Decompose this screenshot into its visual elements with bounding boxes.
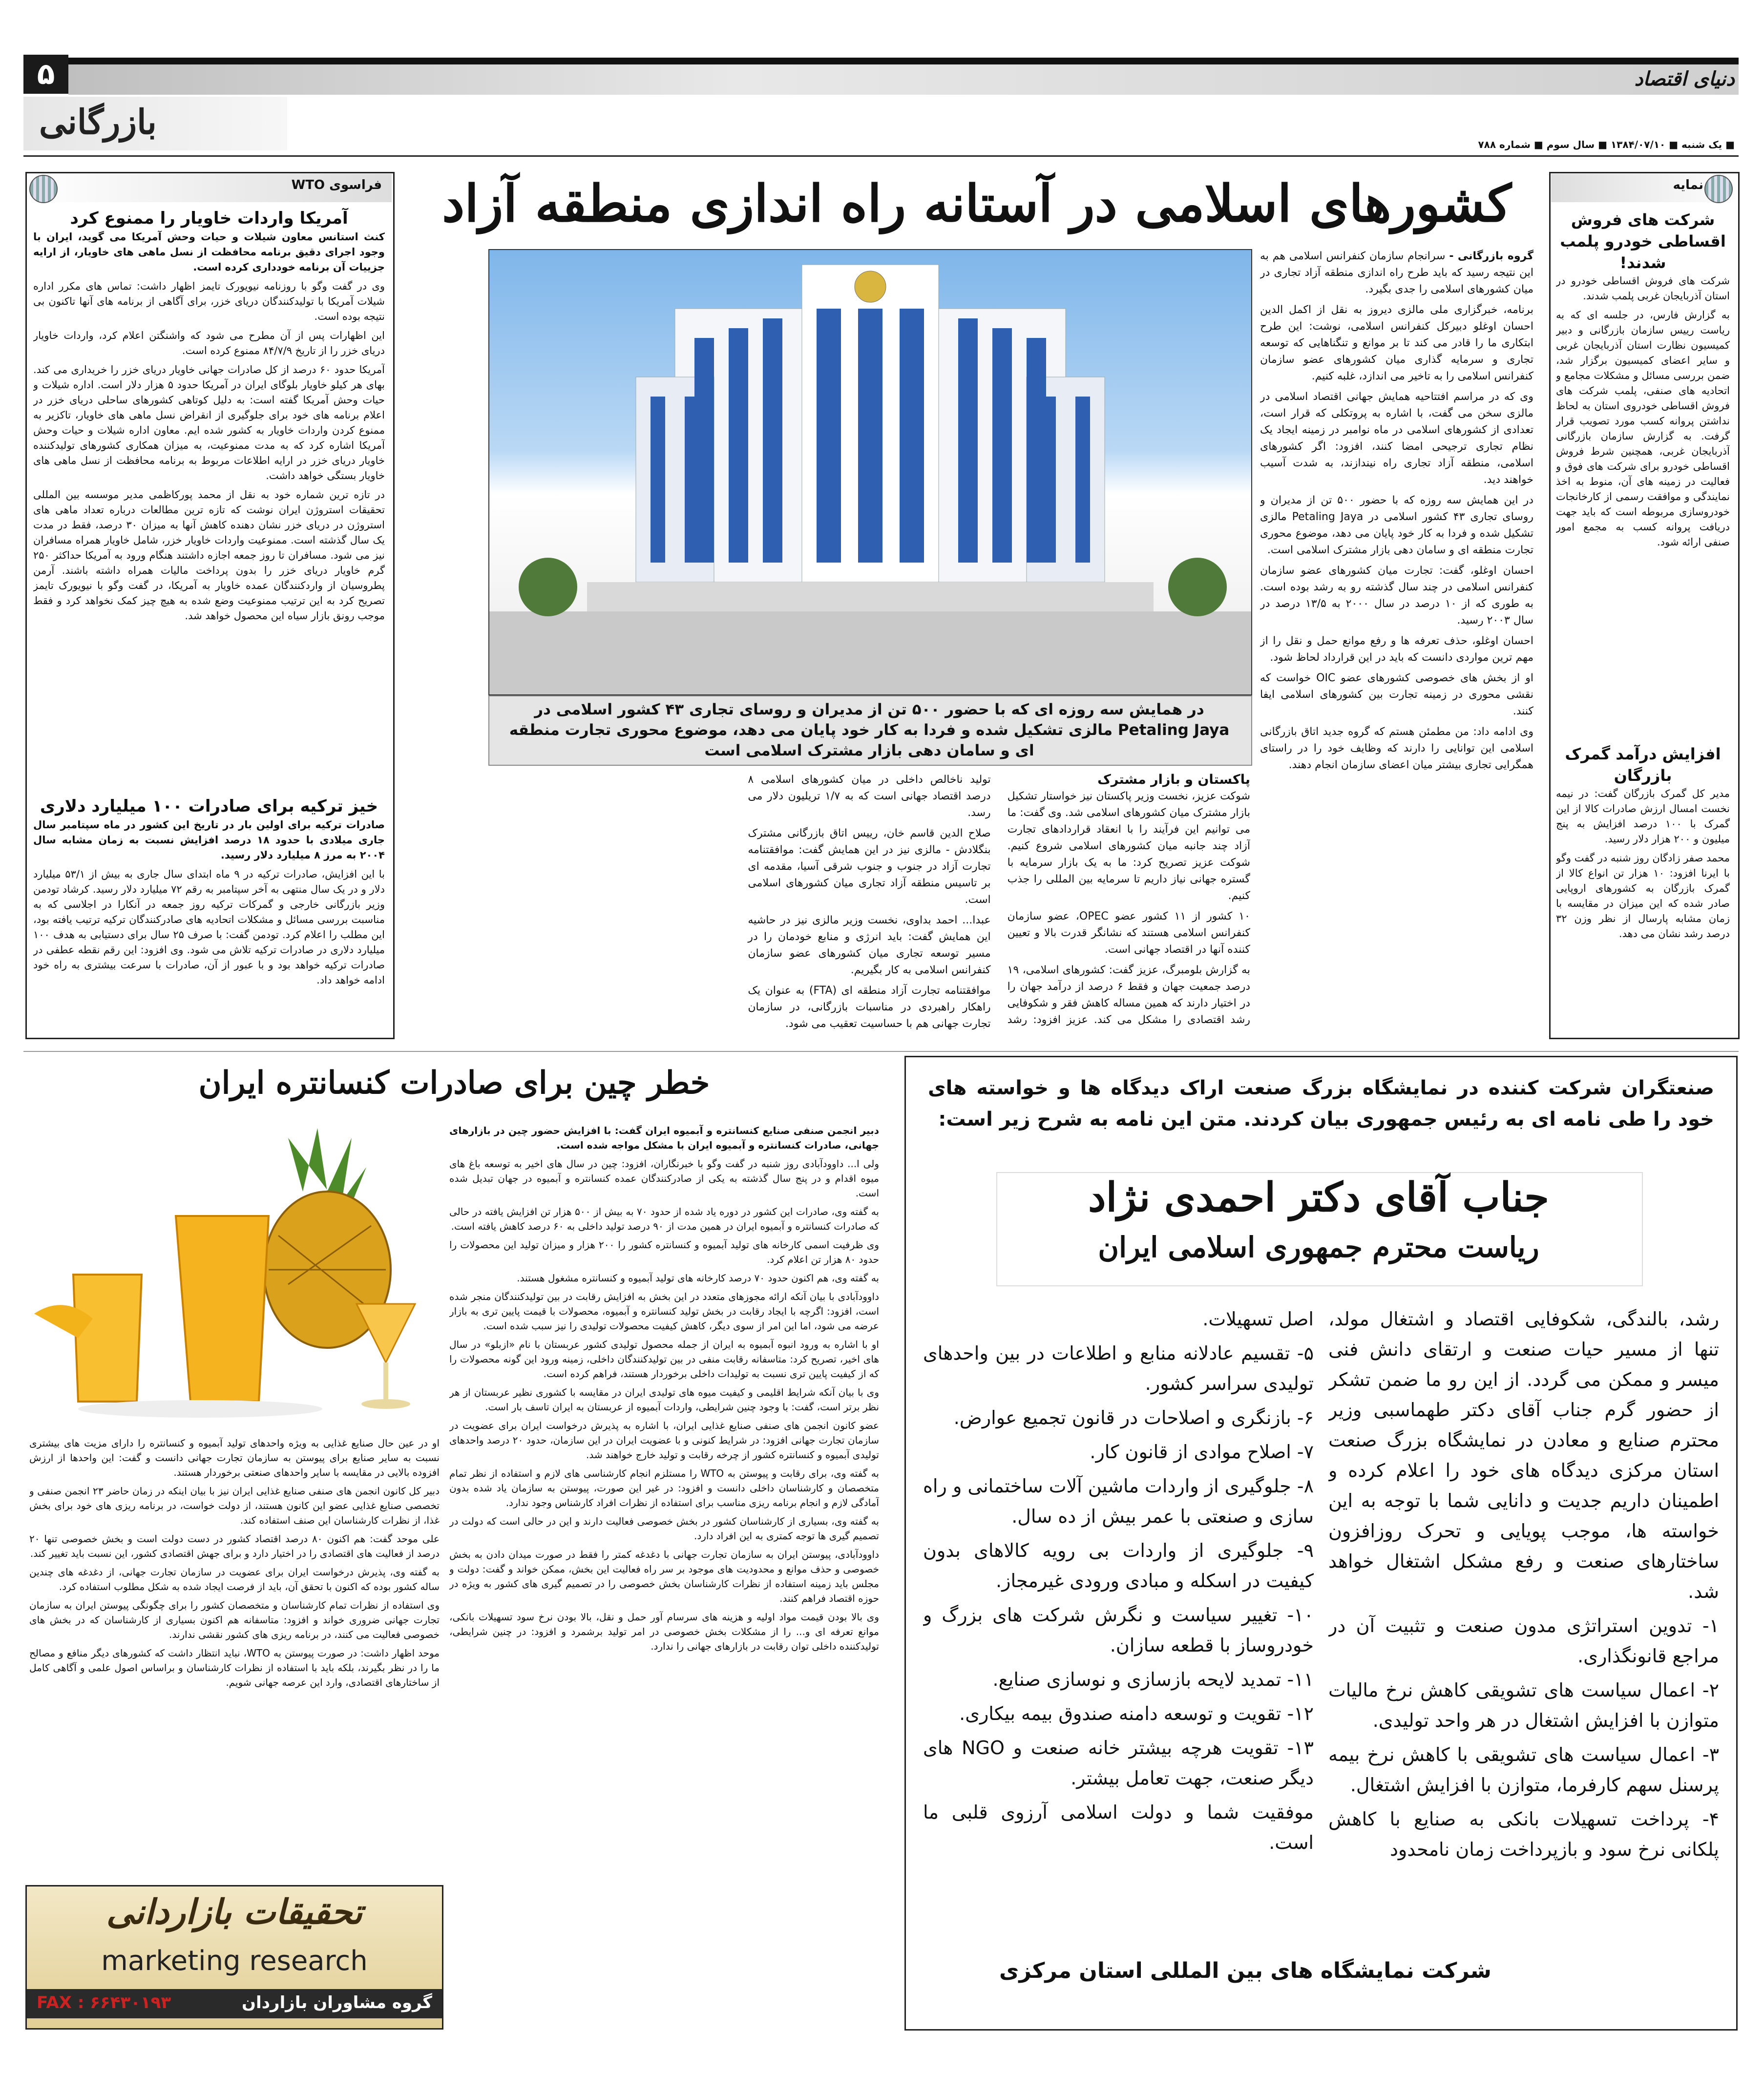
index-tag: نمایه — [1673, 178, 1703, 192]
letter-signature: شرکت نمایشگاه های بین المللی استان مرکزی — [999, 1958, 1491, 1983]
paragraph: این اظهارات پس از آن مطرح می شود که واشنگتن اعلام کرد، واردات خاویار دریای خزر را از تاریخ ۸۴/۷/۹ ممنوع کرده است. — [33, 330, 385, 356]
letter-item: ۷- اصلاح موادی از قانون کار. — [1090, 1441, 1314, 1463]
letter-position: ریاست محترم جمهوری اسلامی ایران — [1098, 1231, 1539, 1264]
letter-col-left — [923, 1304, 1314, 1939]
letter-item: ۱۱- تمدید لایحه بازسازی و نوسازی صنایع. — [992, 1669, 1314, 1690]
wto-story2-lead: صادرات ترکیه برای اولین بار در تاریخ این کشور در ماه سپتامبر سال جاری میلادی با حدود ۱۸ درصد افزایش نسبت به زمان مشابه سال ۲۰۰۴ به مرز ۸ میلیارد دلار رسید. — [33, 819, 385, 861]
paragraph: موافقتنامه تجارت آزاد منطقه ای (FTA) به عنوان یک راهکار راهبردی در مناسبات بازرگانی، در سازمان تجارت جهانی هم با حساسیت تعقیب می شود. — [748, 985, 991, 1030]
letter-item: ۸- جلوگیری از واردات ماشین آلات ساختمانی و راه سازی و صنعتی با عمر بیش از ده سال. — [923, 1475, 1314, 1527]
paragraph: وی ادامه داد: من مطمئن هستم که گروه جدید اتاق بازرگانی اسلامی این توانایی را دارند که وظایف خود را در راستای همگرایی تجاری بیشتر میان اعضای سازمان انجام دهند. — [1260, 726, 1533, 771]
concentrate-lead: دبیر انجمن صنفی صنایع کنسانتره و آبمیوه ایران گفت: با افزایش حضور چین در بازارهای جهانی، صادرات کنسانتره و آبمیوه ایران با مشکل مواجه شده است. — [449, 1125, 879, 1151]
paragraph: احسان اوغلو، گفت: تجارت میان کشورهای عضو سازمان کنفرانس اسلامی در چند سال گذشته رو به رشد بوده است. به طوری که از ۱۰ درصد در سال ۲۰۰۰ به ۱۳/۵ درصد در سال ۲۰۰۳ رسید. — [1260, 565, 1533, 627]
concentrate-col-left — [29, 1436, 440, 1875]
letter-item: ۶- بازنگری و اصلاحات در قانون تجمیع عوارض. — [953, 1407, 1314, 1428]
letter-col-right — [1328, 1304, 1719, 1939]
paragraph: به گفته وی، پذیرش درخواست ایران برای عضویت در سازمان تجارت جهانی، از دغدغه های چندین ساله کشور بوده که اکنون با تحقق آن، باید از فرصت ایجاد شده به شکل مطلوب استفاده کرد. — [29, 1566, 440, 1593]
ad-title: تحقیقات بازاردانی — [106, 1891, 363, 1932]
paragraph: او در عین حال صنایع غذایی به ویژه واحدهای تولید آبمیوه و کنسانتره را دارای مزیت های بیشتری نسبت به سایر صنایع برای پیوستن به سازمان تجارت جهانی دانست و گفت: این واحدها از ارزش افزوده بالایی در مقایسه با سایر واحدهای صنعتی برخوردار هستند. — [29, 1437, 440, 1478]
paragraph: وی استفاده از نظرات تمام کارشناسان و متخصصان کشور را برای چگونگی پیوستن ایران به سازمان تجارت جهانی ضروری خواند و افزود: متاسفانه هم اکنون بسیاری از کارشناسان که در بخش های خصوصی فعالیت می کنند، در برنامه ریزی های کشور نقشی ندارند. — [29, 1599, 440, 1640]
paragraph: او با اشاره به ورود انبوه آبمیوه به ایران از جمله محصول تولیدی کشور عربستان با نام «ازبلو» در سال های اخیر، تصریح کرد: متاسفانه رقابت منفی در بین تولیدکنندگان داخلی، زمینه ورود این گونه محصولات را که از کیفیت پایین تری نسبت به تولیدات داخلی برخوردار هستند، فراهم کرده است. — [449, 1339, 879, 1380]
paragraph: به گزارش فارس، در جلسه ای که به ریاست رییس سازمان بازرگانی و دبیر کمیسیون نظارت استان آذربایجان غربی و سایر اعضای کمیسیون برگزار شد، ضمن بررسی مسائل و مشکلات مجامع و اتحادیه های صنفی، پلمب شرکت های فروش اقساطی خودروی استان به لحاظ نداشتن پروانه کسب مورد تصویب قرار گرفت. به گزارش سازمان بازرگانی آذربایجان غربی، همچنین شرط فروش اقساطی خودرو برای شرکت های فوق و فعالیت در زمینه های آن، منوط به اخذ نمایندگی و موافقت رسمی از کارخانجات خودروسازی مربوطه است که باید جهت دریافت پروانه کسب به مجمع امور صنفی ارائه شود. — [1556, 309, 1730, 548]
paragraph: احسان اوغلو، حذف تعرفه ها و رفع موانع حمل و نقل را از مهم ترین مواردی دانست که باید در این قرارداد لحاظ شود. — [1260, 635, 1533, 664]
index-story2-title: افزایش درآمد گمرک بازرگان — [1565, 745, 1721, 785]
paragraph: وی بالا بودن قیمت مواد اولیه و هزینه های سرسام آور حمل و نقل، بالا بودن نرخ سود تسهیلات بانکی، موانع تعرفه ای و... را از مشکلات بخش خصوصی در امر تولید برشمرد و افزود: در چنین شرایطی، تولیدکننده داخلی توان رقابت در بازارهای جهانی را ندارد. — [449, 1611, 879, 1652]
letter-item: ۱- تدوین استراتژی مدون صنعت و تثبیت آن در مراجع قانونگذاری. — [1328, 1615, 1719, 1667]
top-rule — [68, 58, 1739, 64]
ad-fax: FAX : ۶۶۴۳۰۱۹۳ — [37, 1993, 171, 2012]
ad-group: گروه مشاوران بازاردان — [241, 1993, 432, 2012]
paragraph: با این افزایش، صادرات ترکیه در ۹ ماه ابتدای سال جاری به بیش از ۵۳/۱ میلیارد دلار و در یک سال منتهی به آخر سپتامبر به رقم ۷۲ میلیارد دلار رسید. کرشاد تودمن وزیر بازرگانی خارجی و گمرکات ترکیه روز جمعه در آنکارا در اجلاسی که به مناسبت بررسی مسائل و مشکلات اتحادیه های صادرکنندگان ترکیه ترتیب یافته بود، این مطلب را اعلام کرد. تودمن گفت: با صرف ۲۵ سال برای دستیابی به هدف ۱۰۰ میلیارد دلاری در صادرات ترکیه تلاش می شود. وی افزود: این رقم نقطه عطفی در صادرات ترکیه خواهد بود و با عبور از آن، صادرات با سرعت بیشتری به راه خود ادامه خواهد داد. — [33, 868, 385, 986]
wto-story1-title: آمریکا واردات خاویار را ممنوع کرد — [70, 209, 348, 228]
letter-item: ۱۲- تقویت و توسعه دامنه صندوق بیمه بیکاری. — [959, 1703, 1314, 1724]
wto-tag: فراسوی WTO — [291, 178, 382, 192]
letter-item: ۵- تقسیم عادلانه منابع و اطلاعات در بین واحدهای تولیدی سراسر کشور. — [923, 1342, 1314, 1394]
paragraph: آمریکا حدود ۶۰ درصد از کل صادرات جهانی خاویار دریای خزر را خریداری می کند. بهای هر کیلو خاویار بلوگای ایران در آمریکا حدود ۵ هزار دلار است. اداره شیلات و حیات وحش آمریکا گفته است: به دلیل کوتاهی کشورهای ساحلی دریای خزر در اعلام برنامه های خود برای جلوگیری از انقراض نسل ماهی های خاویار، تاکزیر به ممنوع کردن واردات خاویار به کشور شده ایم. معاون اداره شیلات و حیات وحش آمریکا اشاره کرد که به مدت ممنوعیت، به میزان همکاری کشورهای تولیدکننده خاویار دریای خزر در ارایه اطلاعات مربوط به برنامه محافظت از نسل ماهی های خاویار بستگی خواهد داشت. — [33, 364, 385, 482]
globe-icon — [1704, 175, 1733, 203]
paragraph: دبیر کل کانون انجمن های صنفی صنایع غذایی ایران نیز با بیان اینکه در زمان حاضر ۲۳ انجمن صنفی و تخصصی صنایع غذایی عضو این کانون هستند، از دولت خواست، در برنامه ریزی های خود برای بخش غذا، از نظرات کارشناسان این صنف استفاده کند. — [29, 1485, 440, 1526]
main-col2 — [488, 772, 1250, 1035]
photo-caption: در همایش سه روزه ای که با حضور ۵۰۰ تن از مدیران و روسای تجاری ۴۳ کشور اسلامی در Petaling Jaya مالزی تشکیل شده و فردا به کار خود پایان می دهد، موضوع محوری تجارت منطقه ای و سامان دهی بازار مشترک اسلامی است — [509, 701, 1230, 759]
paragraph: سرانجام سازمان کنفرانس اسلامی هم به این نتیجه رسید که باید طرح راه اندازی منطقه آزاد تجاری در میان کشورهای اسلامی را جدی بگیرد. — [1260, 250, 1533, 295]
paragraph: به گفته وی، صادرات این کشور در دوره یاد شده از حدود ۷۰ به بیش از ۵۰۰ هزار تن افزایش یافته در حالی که صادرات کنسانتره و آبمیوه ایران در همین مدت از ۹۰ درصد تولید داخلی به ۶۰ درصد کاهش یافته است. — [449, 1206, 879, 1232]
paragraph: وی در گفت وگو با روزنامه نیویورک تایمز اظهار داشت: تماس های مکرر اداره شیلات آمریکا با تولیدکنندگان دریای خزر، برای آگاهی از برنامه های آنها تاکنون بی نتیجه بوده است. — [33, 280, 385, 322]
paper-logo: دنیای اقتصاد — [1634, 67, 1735, 90]
marketing-ad — [25, 1885, 443, 2030]
paragraph: شرکت های فروش اقساطی خودرو در استان آذربایجان غربی پلمب شدند. — [1556, 275, 1730, 302]
paragraph: ولی ا... داوودآبادی روز شنبه در گفت وگو با خبرنگاران، افزود: چین در سال های اخیر به توسعه باغ های میوه اقدام و در پنج سال گذشته به یکی از صادرکنندگان عمده کنسانتره و آبمیوه در جهان تبدیل شده است. — [449, 1158, 879, 1199]
paragraph: ۱۰ کشور از ۱۱ کشور عضو OPEC، عضو سازمان کنفرانس اسلامی هستند که نشانگر قدرت بالا و تعیین کننده آنها در اقتصاد جهانی است. — [1007, 910, 1250, 956]
paragraph: به گزارش بلومبرگ، عزیز گفت: کشورهای اسلامی، ۱۹ درصد جمعیت جهان و فقط ۶ درصد از درآمد جهان را در اختیار دارند که همین مساله کاهش فقر و شکوفایی رشد اقتصادی را مشکل می کند. عزیز افزود: رشد تولید ناخالص داخلی در میان کشورهای اسلامی ۸ درصد اقتصاد جهانی است که به ۱/۷ تریلیون دلار می رسد. — [748, 774, 1250, 1026]
paragraph: مدیر کل گمرک بازرگان گفت: در نیمه نخست امسال ارزش صادرات کالا از این گمرک با ۱۰۰ درصد افزایش به پنج میلیون و ۲۰۰ هزار دلار رسید. — [1556, 788, 1730, 845]
paragraph: به گفته وی، برای رقابت و پیوستن به WTO را مستلزم انجام کارشناسی های لازم و استفاده از نظر تمام متخصصان و کارشناسان داخلی دانست و افزود: در غیر این صورت، پیوستن به سازمان یاد شده بدون آمادگی لازم و انجام برنامه ریزی مناسب برای استفاده از نظرات افراد کارشناس وجود ندارد. — [449, 1467, 879, 1509]
masthead-rule — [23, 155, 1739, 157]
paragraph: برنامه، خبرگزاری ملی مالزی دیروز به نقل از اکمل الدین احسان اوغلو دبیرکل کنفرانس اسلامی، نوشت: این طرح ابتکاری ما را قادر می کند تا بر موانع و تنگناهایی که توسعه تجاری و سرمایه گذاری میان کشورهای عضو سازمان کنفرانس اسلامی را به تاخیر می اندازد، غلبه کنیم. — [1260, 304, 1533, 382]
wto-story1 — [33, 207, 385, 793]
letter-salutation: جناب آقای دکتر احمدی نژاد — [1088, 1174, 1549, 1221]
paragraph: او از بخش های خصوصی کشورهای عضو OIC خواست که نقشی محوری در زمینه تجارت بین کشورهای اسلامی ایفا کنند. — [1260, 672, 1533, 717]
ad-subtitle: marketing research — [101, 1945, 368, 1977]
masthead-band — [68, 64, 1739, 95]
issue-line: ■ یک شنبه ■ ۱۳۸۴/۰۷/۱۰ ■ سال سوم ■ شماره ۷۸۸ — [1478, 139, 1735, 150]
concentrate-headline: خطر چین برای صادرات کنسانتره ایران — [198, 1065, 710, 1101]
paragraph: داوودآبادی با بیان آنکه ارائه مجوزهای متعدد در این بخش به افزایش رقابت در بین تولیدکنندگان منجر شده است، افزود: اگرچه با ایجاد رقابت در بخش تولید کنسانتره و آبمیوه، محصولات با قیمت پایین تری به بازار عرضه می شود، اما این امر از سوی دیگر، کاهش کیفیت محصولات تولیدی را نیز سبب شده است. — [449, 1291, 879, 1332]
paragraph: عبدا... احمد بداوی، نخست وزیر مالزی نیز در حاشیه این همایش گفت: باید انرژی و منابع خودمان را در مسیر توسعه تجاری میان کشورهای عضو سازمان کنفرانس اسلامی به کار بگیریم. — [748, 914, 991, 976]
index-story2 — [1556, 743, 1730, 1031]
paragraph: در تازه ترین شماره خود به نقل از محمد پورکاظمی مدیر موسسه بین المللی تحقیقات استروژن ایران نوشت که تازه ترین مطالعات درباره تعداد ماهی های استروژن در دریای خزر نشان دهنده کاهش آنها به میزان ۳۰ درصد، فقط در مدت یک سال گذشته است. ممنوعیت واردات خاویار خزر، شامل خاویار همراه مسافران نیز می شود. مسافران تا روز جمعه اجازه داشتند هنگام ورود به آمریکا حداکثر ۲۵۰ گرم خاویار دریای خزر را بدون پرداخت مالیات همراه داشته باشند. آرمن پطروسیان از واردکنندگان عمده خاویار به آمریکا، در گفت وگو با نیویورک تایمز تصریح کرد به این ترتیب ممنوعیت وضع شده به هیچ چیز کمک نخواهد کرد و فقط موجب رونق بازار سیاه این محصول خواهد شد. — [33, 489, 385, 622]
paragraph: علی موحد گفت: هم اکنون ۸۰ درصد اقتصاد کشور در دست دولت است و بخش خصوصی تنها ۲۰ درصد از فعالیت های اقتصادی را در اختیار دارد و برای جهش اقتصادی کشور، این نسبت باید تغییر کند. — [29, 1533, 440, 1559]
letter-item: ۱۰- تغییر سیاست و نگرش شرکت های بزرگ و خودروساز با قطعه سازان. — [923, 1604, 1314, 1656]
main-col1-lead — [1260, 248, 1533, 298]
paragraph: موحد اظهار داشت: در صورت پیوستن به WTO، نباید انتظار داشت که کشورهای دیگر منافع و مصالح ما را در نظر بگیرند، بلکه باید با استفاده از نظرات کارشناسان و براساس اصول علمی و آگاهی کامل از ساختارهای اقتصادی، وارد این عرصه جهانی شویم. — [29, 1647, 440, 1688]
section-divider — [23, 1051, 1739, 1052]
byline: گروه بازرگانی - — [1449, 250, 1533, 262]
section-title: بازرگانی — [39, 102, 157, 142]
concentrate-col-right — [449, 1123, 879, 1958]
paragraph: داوودآبادی، پیوستن ایران به سازمان تجارت جهانی با دغدغه کمتر را فقط در صورت میدان دادن به بخش خصوصی و حذف موانع و محدودیت های موجود بر سر راه فعالیت این بخش، ممکن خواند و گفت: دولت و مجلس باید زمینه استفاده از نظرات کارشناسان بخش خصوصی را در تصمیم گیری های کشور به ویژه در حوزه اقتصاد فراهم کنند. — [449, 1549, 879, 1604]
paragraph: وی ظرفیت اسمی کارخانه های تولید آبمیوه و کنسانتره کشور را ۲۰۰ هزار و میزان تولید این محصولات را حدود ۸۰ هزار تن اعلام کرد. — [449, 1239, 879, 1265]
letter-item: ۴- پرداخت تسهیلات بانکی به صنایع با کاهش پلکانی نرخ سود و بازپرداخت زمان نامحدود — [1328, 1808, 1719, 1860]
page-number-box — [23, 55, 68, 94]
letter-item: ۳- اعمال سیاست های تشویقی با کاهش نرخ بیمه پرسنل سهم کارفرما، متوازن با افزایش اشتغال. — [1328, 1744, 1719, 1796]
paragraph: به گفته وی، هم اکنون حدود ۷۰ درصد کارخانه های تولید آبمیوه و کنسانتره مشغول هستند. — [517, 1272, 879, 1284]
paragraph: محمد صفر زادگان روز شنبه در گفت وگو با ایرنا افزود: ۱۰ هزار تن انواع کالا از گمرک بازرگان به کشورهای اروپایی صادر شده که این میزان در مقایسه با زمان مشابه پارسال از نظر وزن ۳۲ درصد رشد نشان می دهد. — [1556, 852, 1730, 940]
paragraph: وی که در مراسم افتتاحیه همایش جهانی اقتصاد اسلامی در مالزی سخن می گفت، با اشاره به پروتکلی که قرار است، تعدادی از کشورهای اسلامی در ماه نوامبر در زمینه ایجاد یک نظام تجاری ترجیحی امضا کنند، افزود: اگر کشورهای اسلامی، منطقه آزاد تجاری راه نیندازند، به شدت آسیب خواهند دید. — [1260, 391, 1533, 486]
main-photo — [488, 249, 1252, 695]
globe-icon — [29, 175, 58, 203]
paragraph: عضو کانون انجمن های صنفی صنایع غذایی ایران، با اشاره به پذیرش درخواست ایران برای عضویت در سازمان تجارت جهانی افزود: در شرایط کنونی و با عضویت ایران در این سازمان، حدود ۲۰ درصد واحدهای تولیدی آبمیوه و کنسانتره کشور از چرخه رقابت و تولید خارج خواهند شد. — [449, 1420, 879, 1461]
pineapple-juice-illustration — [15, 1109, 444, 1426]
paragraph: شوکت عزیز، نخست وزیر پاکستان نیز خواستار تشکیل بازار مشترک میان کشورهای اسلامی شد. وی گفت: ما می توانیم این فرآیند را با انعقاد قراردادهای تجارت آزاد چند جانبه میان کشورهای اسلامی شروع کنیم. شوکت عزیز تصریح کرد: ما به یک بازار سرمایه با گستره جهانی نیاز داریم تا سرمایه بین المللی را جذب کنیم. — [1007, 790, 1250, 902]
page-number: ۵ — [37, 57, 55, 91]
col2-subhead: پاکستان و بازار مشترک — [1097, 772, 1250, 787]
letter-intro: صنعتگران شرکت کننده در نمایشگاه بزرگ صنعت اراک دیدگاه ها و خواسته های خود را طی نامه ای به رئیس جمهوری بیان کردند. متن این نامه به شرح زیر است: — [928, 1077, 1714, 1131]
paragraph: رشد، بالندگی، شکوفایی اقتصاد و اشتغال مولد، تنها از مسیر حیات صنعت و ارتقای دانش فنی میسر و ممکن می گردد. از این رو ما ضمن تشکر از حضور گرم جناب آقای دکتر طهماسبی وزیر محترم صنایع و معادن در نمایشگاه بزرگ صنعت استان مرکزی دیدگاه های خود را اعلام کرده و اطمینان داریم جدیت و دانایی شما با توجه به این خواسته ها، موجب پویایی و تحرک روزافزون ساختارهای صنعت و رفع مشکل اشتغال خواهد شد. — [1328, 1308, 1719, 1602]
index-story1 — [1556, 209, 1730, 741]
paragraph: وی با بیان آنکه شرایط اقلیمی و کیفیت میوه های تولیدی ایران در مقایسه با کشوری نظیر عربستان از هر نظر برتر است، گفت: با وجود چنین شرایطی، واردات آبمیوه از عربستان به ایران تاسف بار است. — [449, 1386, 879, 1413]
main-headline: کشورهای اسلامی در آستانه راه اندازی منطقه آزاد — [441, 173, 1512, 233]
paragraph: در این همایش سه روزه که با حضور ۵۰۰ تن از مدیران و روسای تجاری ۴۳ کشور اسلامی در Petaling Jaya مالزی تشکیل شده و فردا به کار خود پایان می دهد، موضوع محوری تجارت منطقه ای و سامان دهی بازار مشترک اسلامی است. — [1260, 494, 1533, 556]
letter-item: ۹- جلوگیری از واردات بی رویه کالاهای بدون کیفیت در اسکله و مبادی ورودی غیرمجاز. — [923, 1540, 1314, 1592]
wto-story2-title: خیز ترکیه برای صادرات ۱۰۰ میلیارد دلاری — [40, 796, 378, 816]
letter-closing: موفقیت شما و دولت اسلامی آرزوی قلبی ما است. — [923, 1802, 1314, 1853]
wto-story2 — [33, 795, 385, 1029]
building-illustration — [489, 250, 1251, 694]
ad-footer — [27, 1989, 442, 2018]
letter-item: ۱۳- تقویت هرچه بیشتر خانه صنعت و NGO های دیگر صنعت، جهت تعامل بیشتر. — [923, 1737, 1314, 1789]
wto-story1-lead: کنث استانس معاون شیلات و حیات وحش آمریکا می گوید، ایران با وجود اجرای دقیق برنامه محافظت از نسل ماهی های خاویار، از ارایه جزییات آن برنامه خودداری کرده است. — [33, 231, 385, 273]
paragraph: صلاح الدین قاسم خان، رییس اتاق بازرگانی مشترک بنگلادش - مالزی نیز در این همایش گفت: موافقتنامه تجارت آزاد در جنوب و جنوب شرقی آسیا، مقدمه ای بر تاسیس منطقه آزاد تجاری میان کشورهای اسلامی است. — [748, 827, 991, 906]
index-story1-title: شرکت های فروش اقساطی خودرو پلمب شدند! — [1560, 210, 1726, 272]
main-col1 — [1260, 248, 1533, 1034]
letter-item: اصل تسهیلات. — [1202, 1308, 1314, 1330]
juice-photo — [15, 1109, 444, 1426]
paragraph: به گفته وی، بسیاری از کارشناسان کشور در بخش خصوصی فعالیت دارند و این در حالی است که دولت در تصمیم گیری ها توجه کمتری به این افراد دارد. — [449, 1515, 879, 1542]
letter-item: ۲- اعمال سیاست های تشویقی کاهش نرخ مالیات متوازن با افزایش اشتغال در هر واحد تولیدی. — [1328, 1679, 1719, 1731]
